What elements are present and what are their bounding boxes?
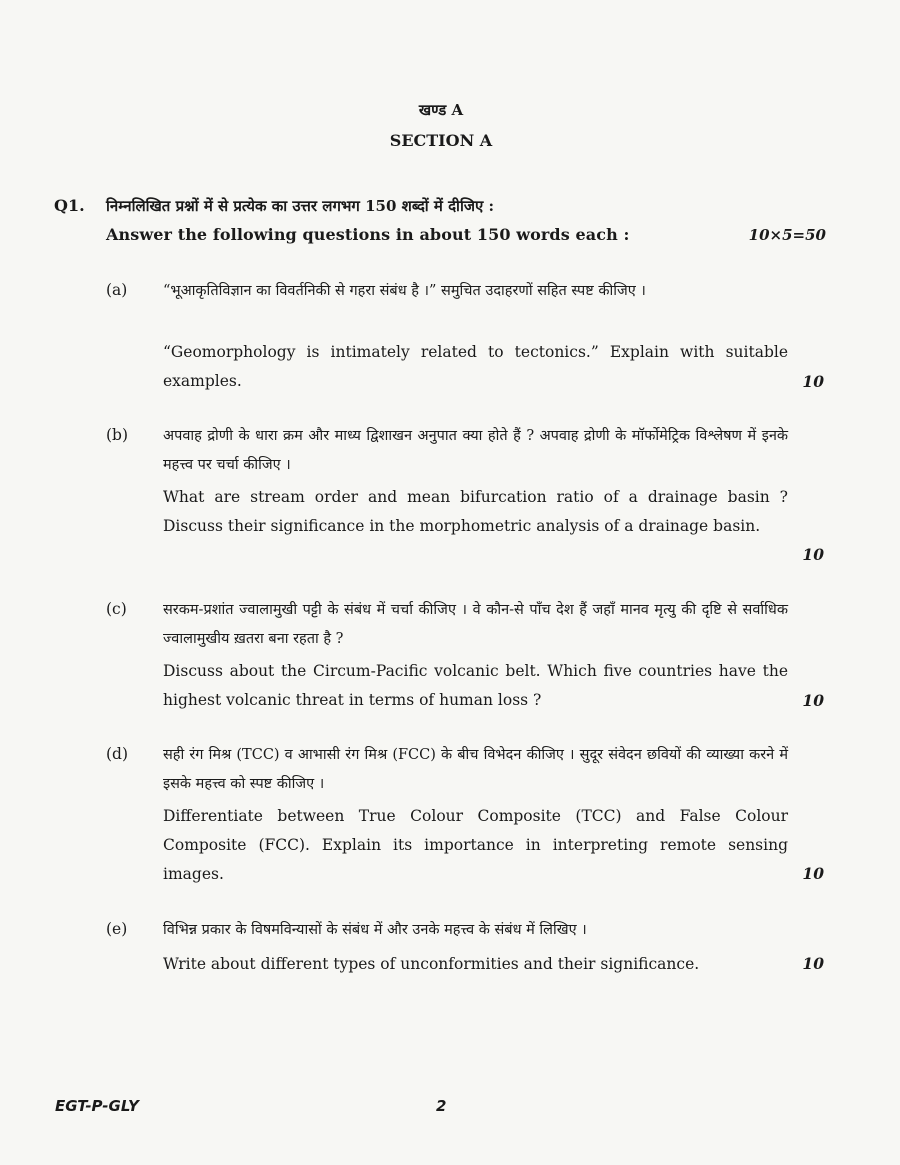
- page-number: 2: [436, 1097, 447, 1115]
- part-marks: 10: [802, 691, 824, 710]
- part-text-english: What are stream order and mean bifurcation ratio of a drainage basin ? Discuss their significance in the morphometric analysis of a drainage basin.: [163, 488, 788, 535]
- question-instruction-english: Answer the following questions in about 150 words each :: [106, 225, 630, 244]
- part-text-hindi: सही रंग मिश्र (TCC) व आभासी रंग मिश्र (FCC) के बीच विभेदन कीजिए । सुदूर संवेदन छवियों की व्याख्या करने में इसके महत्त्व को स्पष्ट कीजिए ।: [163, 747, 788, 792]
- paper-code: EGT-P-GLY: [55, 1097, 139, 1115]
- part-text-english: Differentiate between True Colour Composite (TCC) and False Colour Composite (FCC). Explain its importance in interpreting remote sensing images.: [163, 807, 788, 883]
- part-marks: 10: [802, 954, 824, 973]
- part-text-hindi: “भूआकृतिविज्ञान का विवर्तनिकी से गहरा संबंध है ।” समुचित उदाहरणों सहित स्पष्ट कीजिए ।: [163, 283, 646, 299]
- part-label: (a): [106, 281, 128, 299]
- question-number: Q1.: [54, 196, 85, 215]
- part-marks: 10: [802, 545, 824, 564]
- part-text-english: Discuss about the Circum-Pacific volcanic belt. Which five countries have the highest volcanic threat in terms of human loss ?: [163, 662, 788, 709]
- part-text-english: “Geomorphology is intimately related to tectonics.” Explain with suitable examples.: [163, 343, 788, 390]
- section-title-english: SECTION A: [389, 131, 493, 150]
- part-label: (b): [106, 426, 129, 444]
- part-label: (c): [106, 600, 127, 618]
- section-title-hindi: खण्ड A: [418, 101, 464, 119]
- part-text-hindi: अपवाह द्रोणी के धारा क्रम और माध्य द्विशाखन अनुपात क्या होते हैं ? अपवाह द्रोणी के मॉर्फोमेट्रिक विश्लेषण में इनके महत्त्व पर चर्चा कीजिए ।: [163, 428, 788, 473]
- part-marks: 10: [802, 864, 824, 883]
- part-label: (e): [106, 920, 128, 938]
- question-total-marks: 10×5=50: [748, 226, 826, 244]
- part-text-english: Write about different types of unconformities and their significance.: [163, 955, 700, 973]
- part-text-hindi: सरकम-प्रशांत ज्वालामुखी पट्टी के संबंध में चर्चा कीजिए । वे कौन-से पाँच देश हैं जहाँ मानव मृत्यु की दृष्टि से सर्वाधिक ज्वालामुखीय ख़तरा बना रहता है ?: [163, 602, 788, 647]
- part-text-hindi: विभिन्न प्रकार के विषमविन्यासों के संबंध में और उनके महत्त्व के संबंध में लिखिए ।: [163, 922, 587, 938]
- question-instruction-hindi: निम्नलिखित प्रश्नों में से प्रत्येक का उत्तर लगभग 150 शब्दों में दीजिए :: [106, 197, 495, 215]
- part-label: (d): [106, 745, 129, 763]
- part-marks: 10: [802, 372, 824, 391]
